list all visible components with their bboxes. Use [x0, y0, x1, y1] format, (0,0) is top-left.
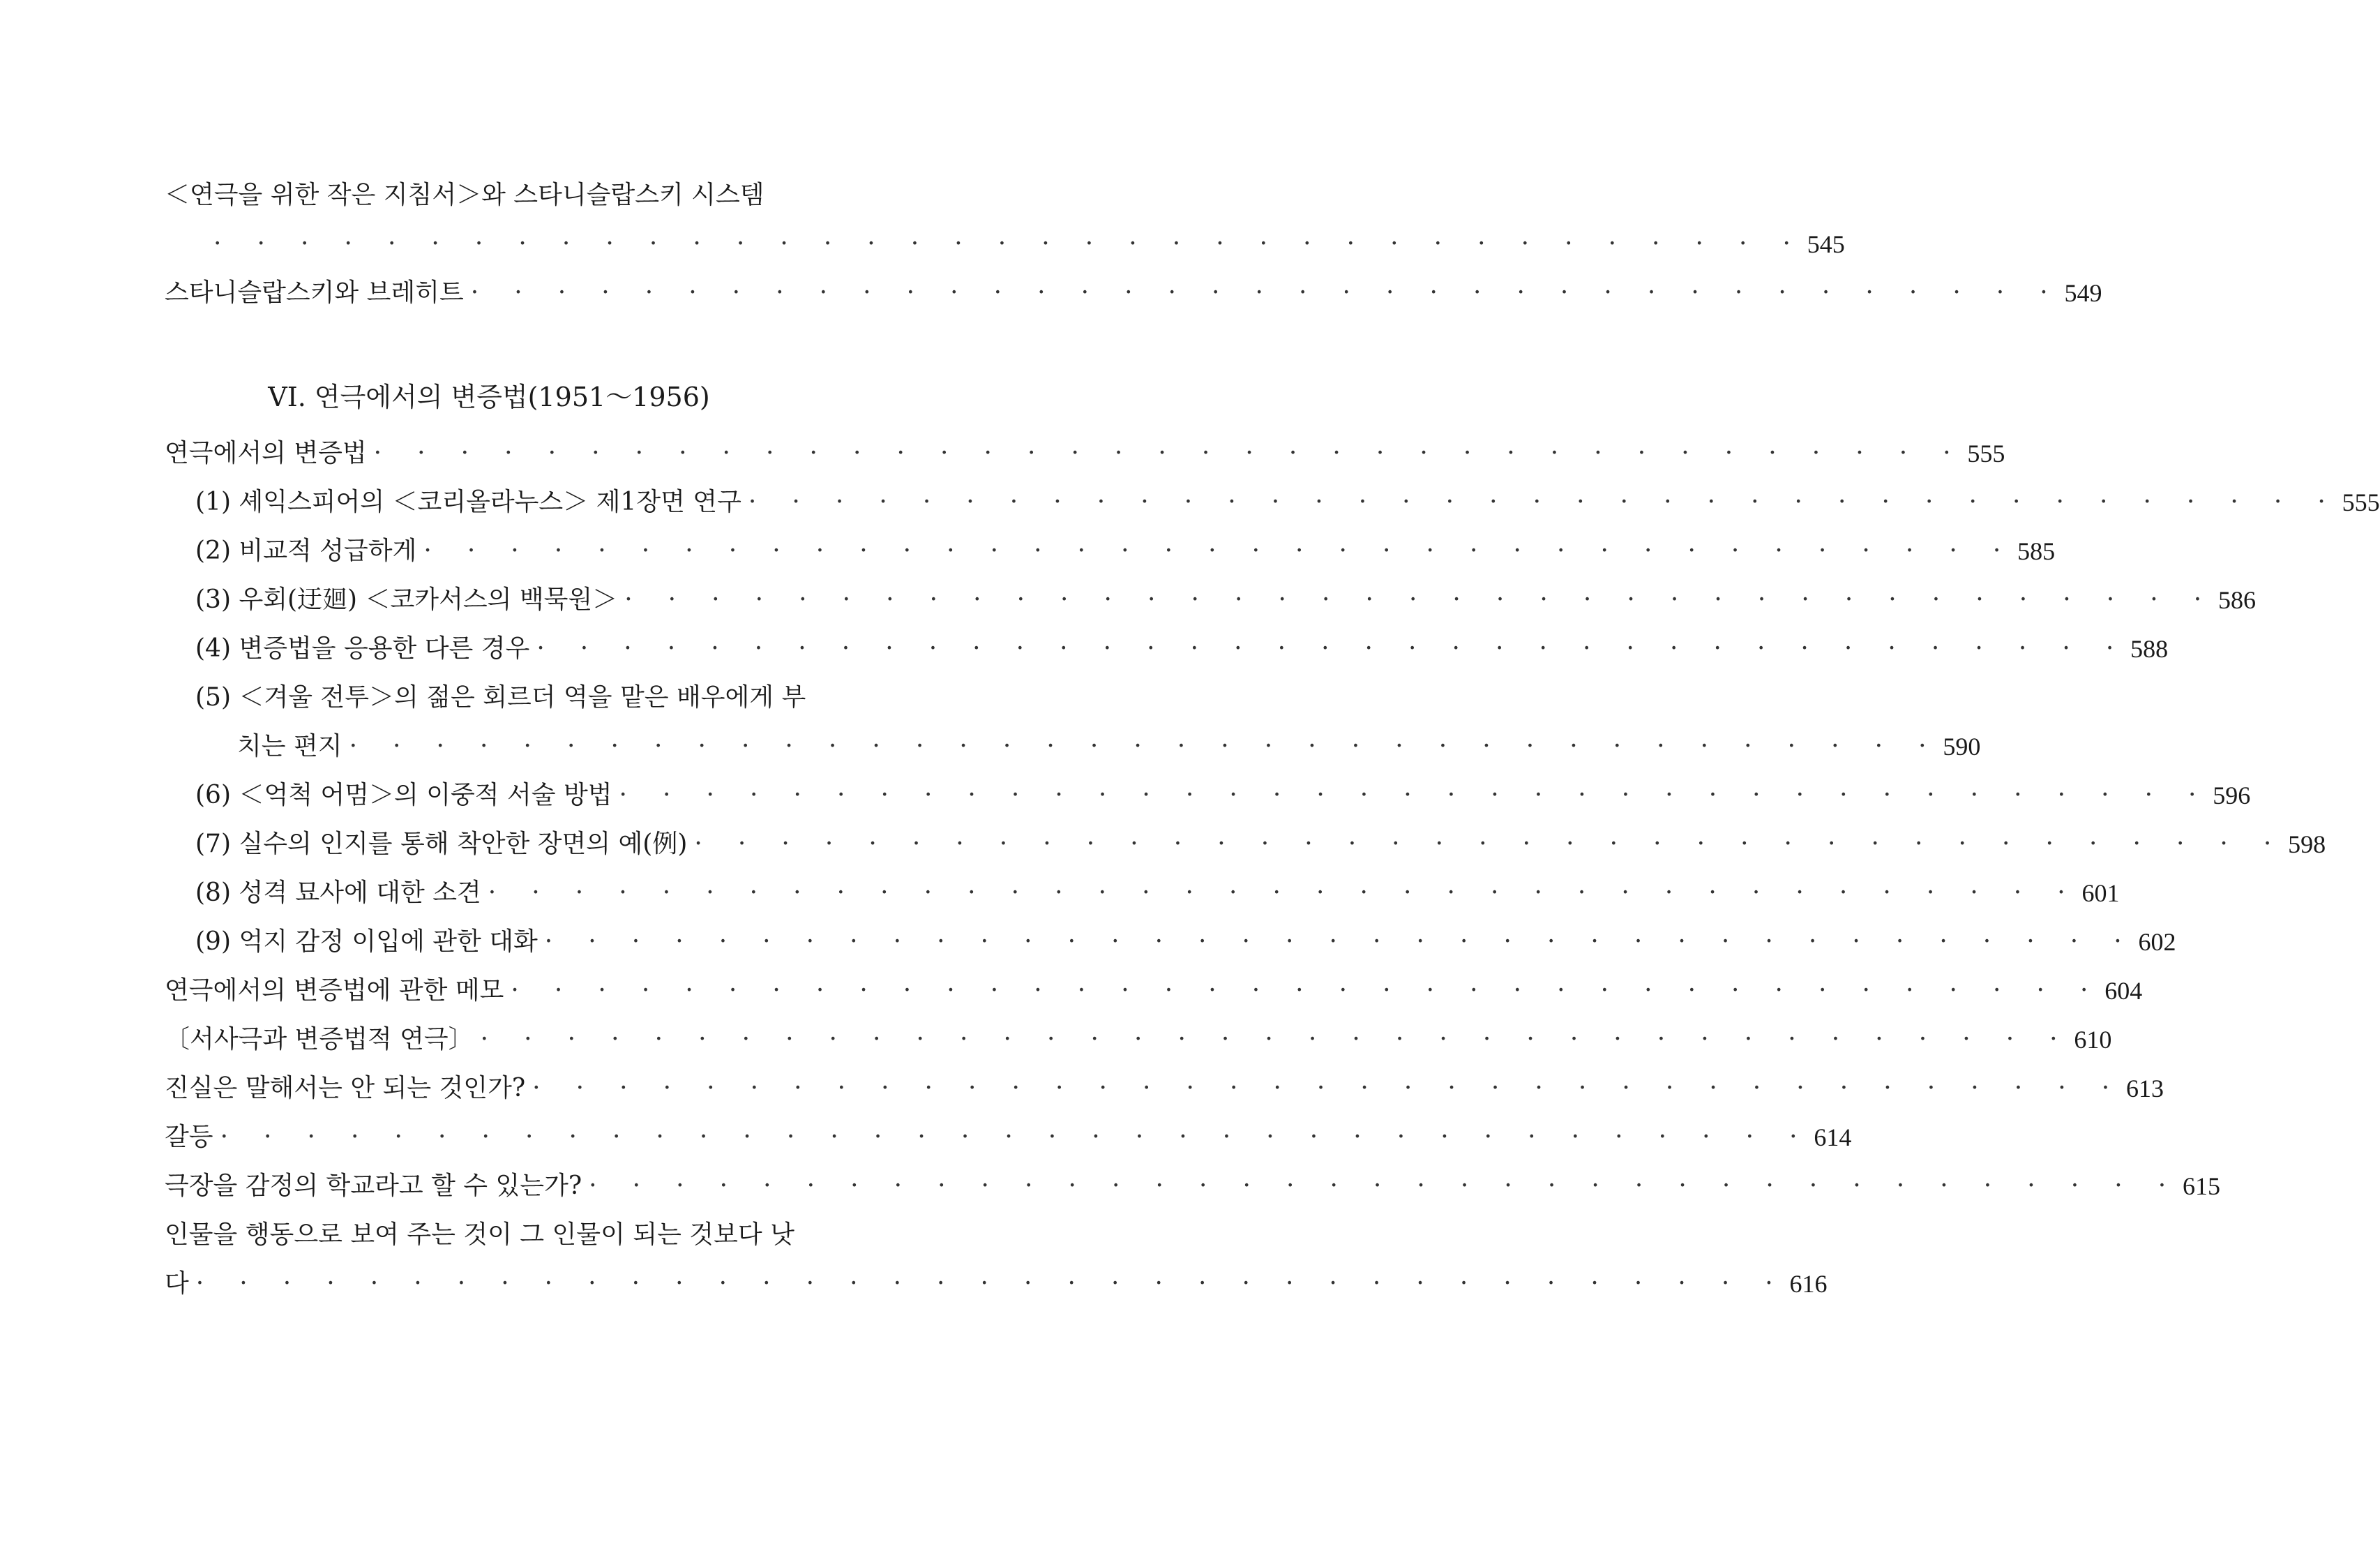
toc-entry-title: (7) 실수의 인지를 통해 착안한 장면의 예(例) [195, 830, 688, 858]
toc-entry-title: (4) 변증법을 응용한 다른 경우 [195, 634, 530, 663]
toc-leader-dots: · · · · · · · · · · · · · · · · · · · · · · · · · · · · · · · · · · · · · [213, 230, 1805, 258]
toc-entry [165, 966, 2143, 1015]
toc-entry-title: 〔서사극과 변증법적 연극〕 [165, 1025, 474, 1054]
toc-entry [165, 1211, 813, 1259]
toc-entry-page: 613 [2125, 1075, 2164, 1102]
toc-entry [165, 1015, 2112, 1064]
toc-entry-page: 604 [2104, 977, 2143, 1005]
toc-entry [165, 269, 2102, 317]
toc-entry-page: 585 [2017, 537, 2056, 565]
toc-entry [195, 869, 2120, 918]
toc-entry [195, 527, 2056, 576]
toc-leader-dots: · · · · · · · · · · · · · · · · · · · · · · · · · · · · · · · · · · · · · [536, 634, 2128, 663]
toc-entry-title: (1) 셰익스피어의 ＜코리올라누스＞ 제1장면 연구 [195, 488, 741, 516]
toc-entry-page: 598 [2288, 830, 2326, 858]
toc-entry-title: 극장을 감정의 학교라고 할 수 있는가? [165, 1172, 582, 1200]
toc-entry-page: 588 [2130, 635, 2169, 663]
toc-leader-dots: · · · · · · · · · · · · · · · · · · · · · · · · · · · · · · · · · · · · · [195, 1269, 1787, 1298]
toc-leader-dots: · · · · · · · · · · · · · · · · · · · · · · · · · · · · · · · · · · · · · [470, 278, 2062, 307]
toc-entry-page: 610 [2074, 1026, 2112, 1054]
toc-entry-page: 602 [2138, 928, 2176, 956]
toc-leader-dots: · · · · · · · · · · · · · · · · · · · · · · · · · · · · · · · · · · · · · [748, 488, 2340, 516]
toc-entry [195, 820, 2326, 869]
toc-entry [165, 1064, 2164, 1113]
toc-leader-dots: · · · · · · · · · · · · · · · · · · · · · · · · · · · · · · · · · · · · · [532, 1074, 2123, 1102]
toc-entry-title: (5) ＜겨울 전투＞의 젊은 회르더 역을 맡은 배우에게 부 [195, 683, 806, 712]
toc-entry-page: 549 [2064, 279, 2102, 307]
toc-leader-dots: · · · · · · · · · · · · · · · · · · · · · · · · · · · · · · · · · · · · · [511, 976, 2102, 1005]
toc-entry-page: 601 [2081, 879, 2120, 907]
toc-entry-title: (2) 비교적 성급하게 [195, 537, 417, 565]
toc-leader-dots: · · · · · · · · · · · · · · · · · · · · · · · · · · · · · · · · · · · · · [624, 585, 2215, 614]
toc-entry-page: 590 [1943, 733, 1981, 761]
toc-leader-dots: · · · · · · · · · · · · · · · · · · · · · · · · · · · · · · · · · · · · · [694, 830, 2286, 858]
toc-entry [195, 673, 813, 722]
toc-leader-dots: · · · · · · · · · · · · · · · · · · · · · · · · · · · · · · · · · · · · · [619, 781, 2210, 809]
toc-leader-dots: · · · · · · · · · · · · · · · · · · · · · · · · · · · · · · · · · · · · · [373, 439, 1965, 467]
toc-entry-title: 갈등 [165, 1123, 213, 1151]
section-heading: VI. 연극에서의 변증법(1951～1956) [268, 381, 710, 412]
toc-entry [237, 722, 1981, 771]
toc-entry [195, 478, 2380, 527]
toc-entry [195, 771, 2251, 820]
toc-entry-title: 진실은 말해서는 안 되는 것인가? [165, 1074, 526, 1102]
toc-entry [165, 1259, 1828, 1308]
toc-entry [195, 918, 2176, 966]
toc-leader-dots: · · · · · · · · · · · · · · · · · · · · · · · · · · · · · · · · · · · · · [480, 1025, 2072, 1054]
toc-entry-title: 연극에서의 변증법 [165, 439, 367, 467]
toc-leader-dots: · · · · · · · · · · · · · · · · · · · · · · · · · · · · · · · · · · · · · [488, 878, 2079, 907]
toc-entry-title: 인물을 행동으로 보여 주는 것이 그 인물이 되는 것보다 낫 [165, 1220, 794, 1249]
toc-entry-title: (9) 억지 감정 이입에 관한 대화 [195, 927, 538, 956]
toc-entry-page: 615 [2182, 1172, 2220, 1200]
toc-entry-title: (6) ＜억척 어멈＞의 이중적 서술 방법 [195, 781, 612, 809]
toc-entry-page: 545 [1807, 230, 1845, 258]
toc-entry-page: 616 [1789, 1270, 1828, 1298]
toc-leader-dots: · · · · · · · · · · · · · · · · · · · · · · · · · · · · · · · · · · · · · [544, 927, 2136, 956]
toc-entry-page: 596 [2213, 781, 2251, 809]
toc-leader-dots: · · · · · · · · · · · · · · · · · · · · · · · · · · · · · · · · · · · · · [220, 1123, 1812, 1151]
toc-entry-page: 586 [2217, 586, 2256, 614]
toc-entry [195, 624, 2169, 673]
toc-leader-dots: · · · · · · · · · · · · · · · · · · · · · · · · · · · · · · · · · · · · · [423, 537, 2015, 565]
toc-entry-title: ＜연극을 위한 작은 지침서＞와 스타니슬랍스키 시스템 [165, 181, 765, 209]
toc-entry [165, 429, 2005, 478]
toc-entry-title: 연극에서의 변증법에 관한 메모 [165, 976, 504, 1005]
toc-entry-title: (8) 성격 묘사에 대한 소견 [195, 878, 481, 907]
toc-entry-page: 614 [1814, 1123, 1852, 1151]
toc-leader-dots: · · · · · · · · · · · · · · · · · · · · · · · · · · · · · · · · · · · · · [589, 1172, 2180, 1200]
toc-entry-title: 다 [165, 1269, 189, 1298]
toc-entry-title: 스타니슬랍스키와 브레히트 [165, 278, 464, 307]
toc-entry-title: (3) 우회(迂廻) ＜코카서스의 백묵원＞ [195, 585, 618, 614]
toc-entry [195, 576, 2256, 624]
toc-entry-title: 치는 편지 [237, 732, 342, 761]
toc-entry-page: 555 [1967, 440, 2005, 467]
toc-entry [165, 171, 813, 220]
toc-entry-page: 555 [2342, 488, 2380, 516]
toc-entry [206, 220, 1845, 269]
toc-entry [165, 1113, 1852, 1162]
toc-entry [165, 1162, 2220, 1211]
toc-leader-dots: · · · · · · · · · · · · · · · · · · · · · · · · · · · · · · · · · · · · · [349, 732, 1941, 761]
